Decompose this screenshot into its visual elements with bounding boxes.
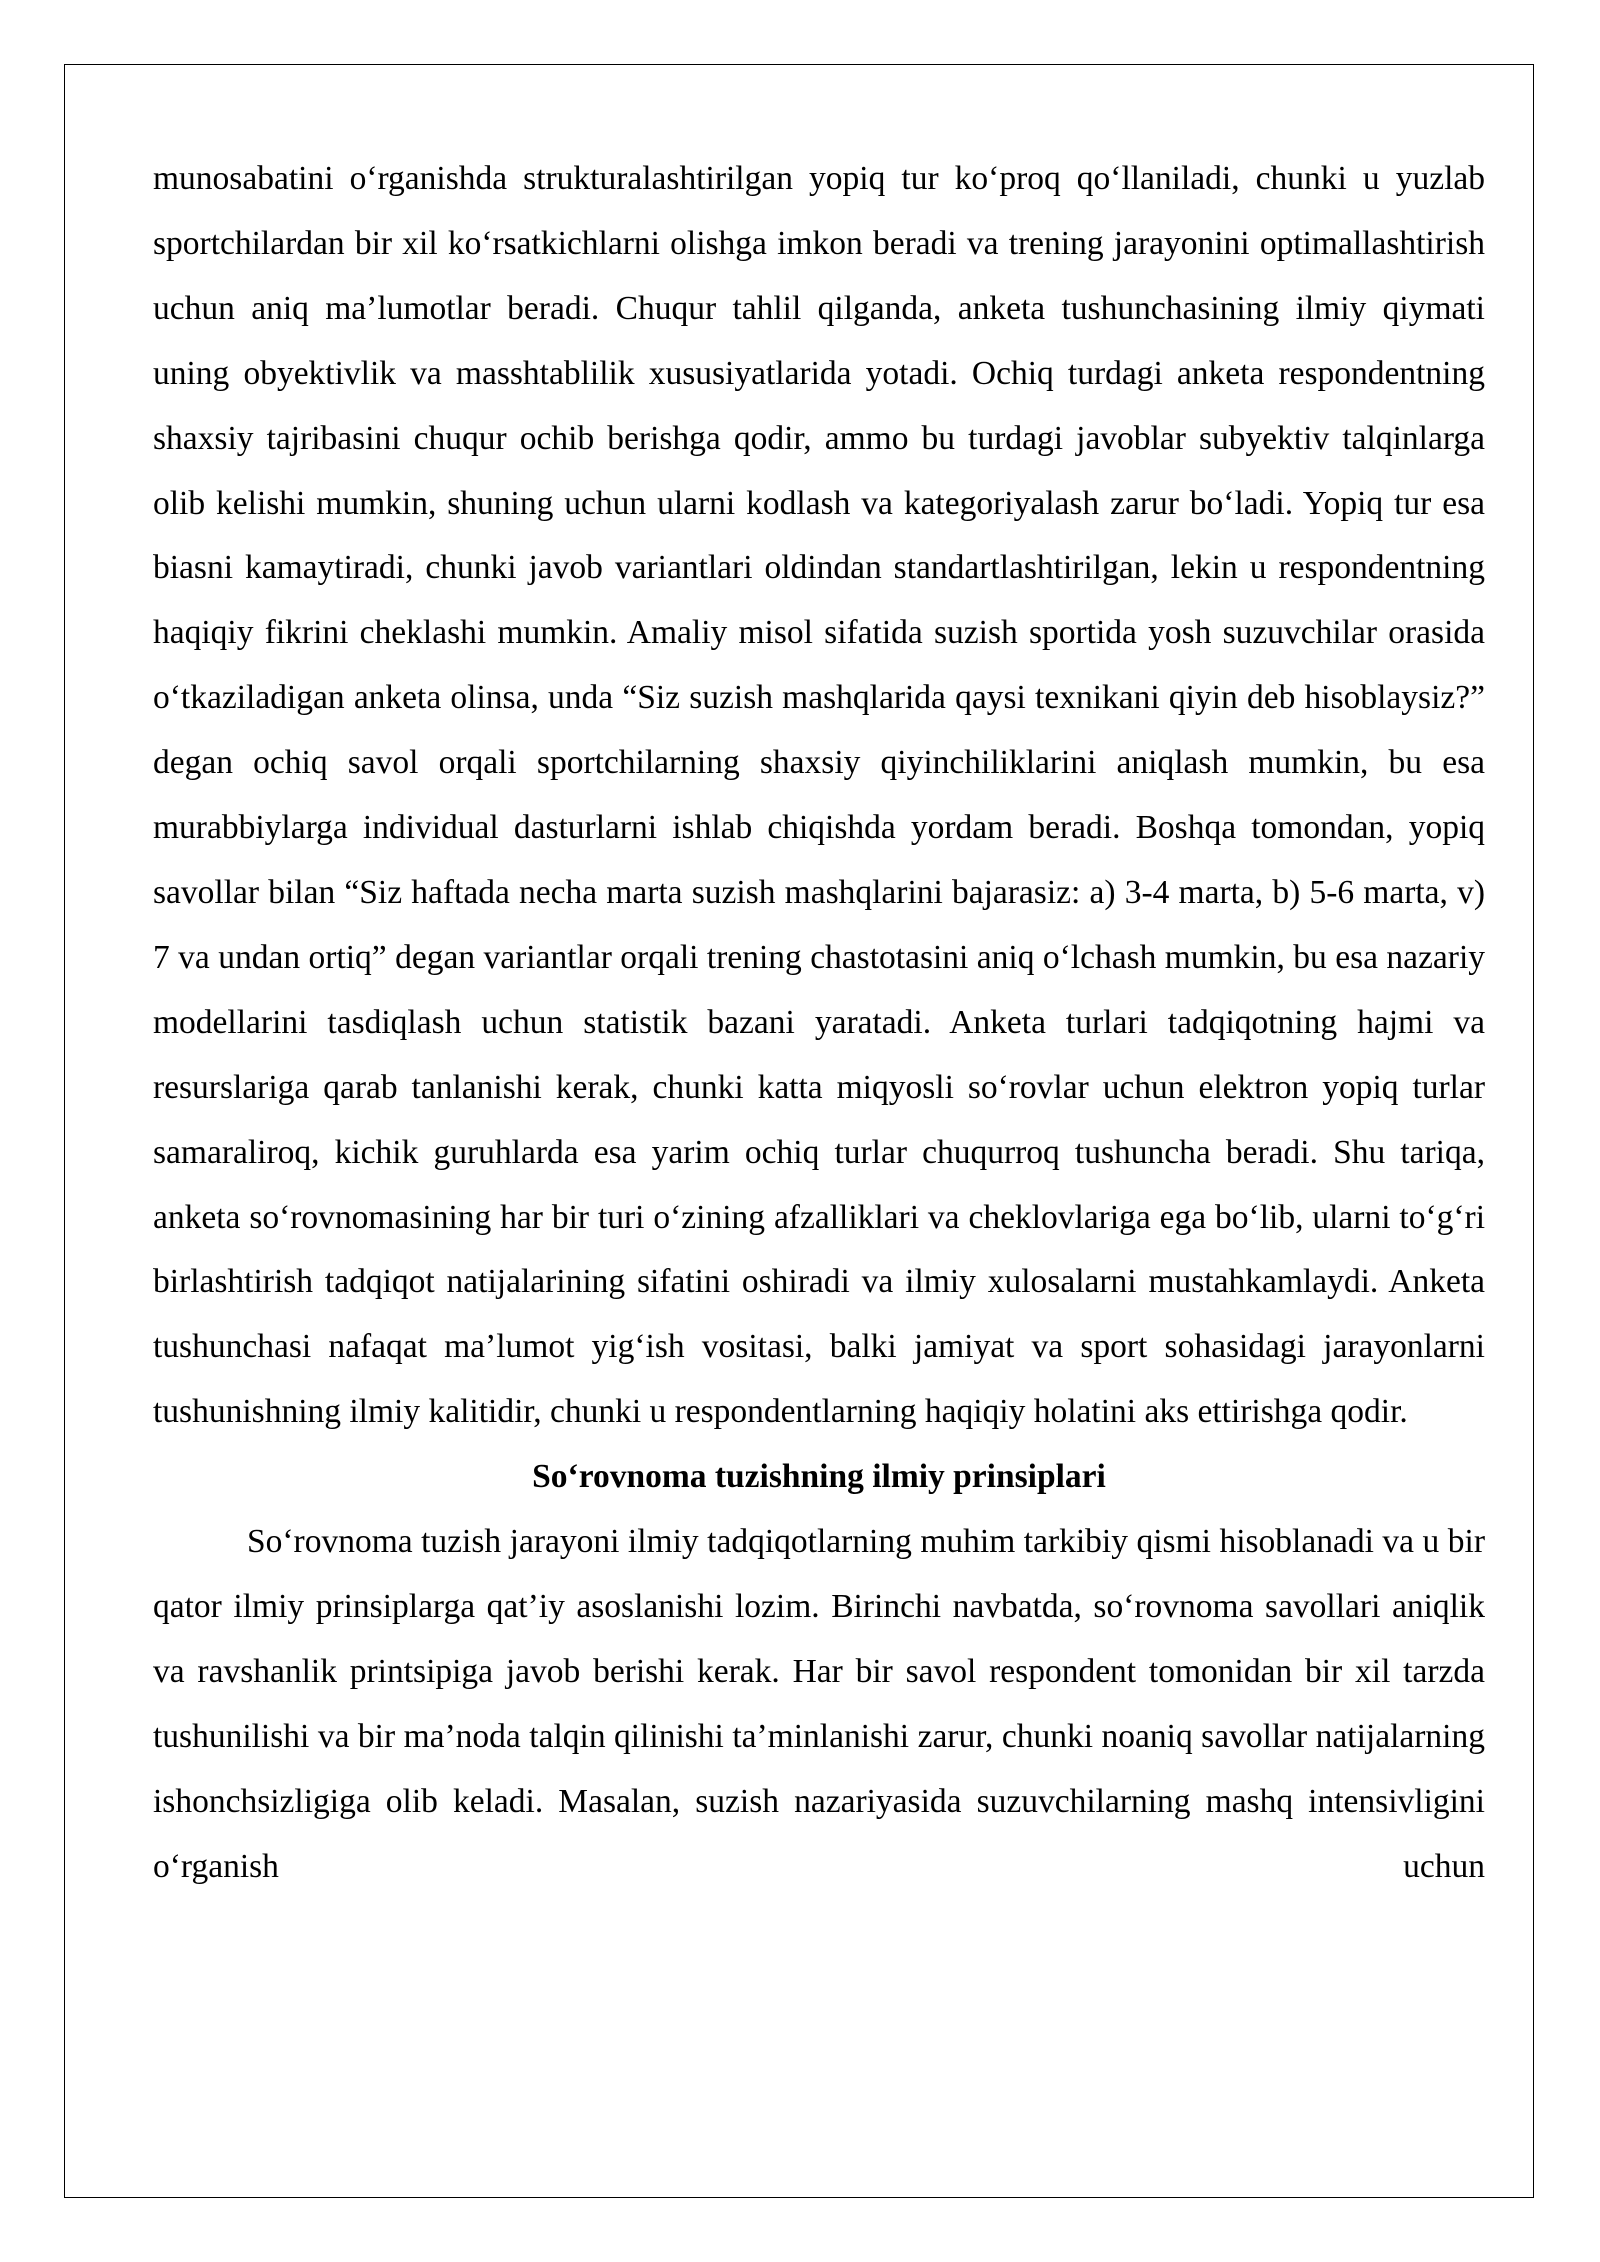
body-paragraph: munosabatini o‘rganishda strukturalashtirilgan yopiq tur ko‘proq qo‘llaniladi, chunki u yuzlab sportchilardan bir xil ko‘rsatkichlarni olishga imkon beradi va trening jarayonini optimallashtirish uchun aniq ma’lumotlar beradi. Chuqur tahlil qilganda, anketa tushunchasining ilmiy qiymati uning obyektivlik va masshtablilik xususiyatlarida yotadi. Ochiq turdagi anketa respondentning shaxsiy tajribasini chuqur ochib berishga qodir, ammo bu turdagi javoblar subyektiv talqinlarga olib kelishi mumkin, shuning uchun ularni kodlash va kategoriyalash zarur bo‘ladi. Yopiq tur esa biasni kamaytiradi, chunki javob variantlari oldindan standartlashtirilgan, lekin u respondentning haqiqiy fikrini cheklashi mumkin. Amaliy misol sifatida suzish sportida yosh suzuvchilar orasida o‘tkaziladigan anketa olinsa, unda “Siz suzish mashqlarida qaysi texnikani qiyin deb hisoblaysiz?” degan ochiq savol orqali sportchilarning shaxsiy qiyinchiliklarini aniqlash mumkin, bu esa murabbiylarga individual dasturlarni ishlab chiqishda yordam beradi. Boshqa tomondan, yopiq savollar bilan “Siz haftada necha marta suzish mashqlarini bajarasiz: a) 3-4 marta, b) 5-6 marta, v) 7 va undan ortiq” degan variantlar orqali trening chastotasini aniq o‘lchash mumkin, bu esa nazariy modellarini tasdiqlash uchun statistik bazani yaratadi. Anketa turlari tadqiqotning hajmi va resurslariga qarab tanlanishi kerak, chunki katta miqyosli so‘rovlar uchun elektron yopiq turlar samaraliroq, kichik guruhlarda esa yarim ochiq turlar chuqurroq tushuncha beradi. Shu tariqa, anketa so‘rovnomasining har bir turi o‘zining afzalliklari va cheklovlariga ega bo‘lib, ularni to‘g‘ri birlashtirish tadqiqot natijalarining sifatini oshiradi va ilmiy xulosalarni mustahkamlaydi. Anketa tushunchasi nafaqat ma’lumot yig‘ish vositasi, balki jamiyat va sport sohasidagi jarayonlarni tushunishning ilmiy kalitidir, chunki u respondentlarning haqiqiy holatini aks ettirishga qodir. bbox=[153, 160, 1485, 1431]
body-paragraph: So‘rovnoma tuzish jarayoni ilmiy tadqiqotlarning muhim tarkibiy qismi hisoblanadi va u bir qator ilmiy prinsiplarga qat’iy asoslanishi lozim. Birinchi navbatda, so‘rovnoma savollari aniqlik va ravshanlik printsipiga javob berishi kerak. Har bir savol respondent tomonidan bir xil tarzda tushunilishi va bir ma’noda talqin qilinishi ta’minlanishi zarur, chunki noaniq savollar natijalarning ishonchsizligiga olib keladi. Masalan, suzish nazariyasida suzuvchilarning mashq intensivligini o‘rganish uchun bbox=[153, 1523, 1485, 1885]
section-heading: So‘rovnoma tuzishning ilmiy prinsiplari bbox=[532, 1458, 1106, 1496]
document-body bbox=[153, 147, 1485, 1899]
